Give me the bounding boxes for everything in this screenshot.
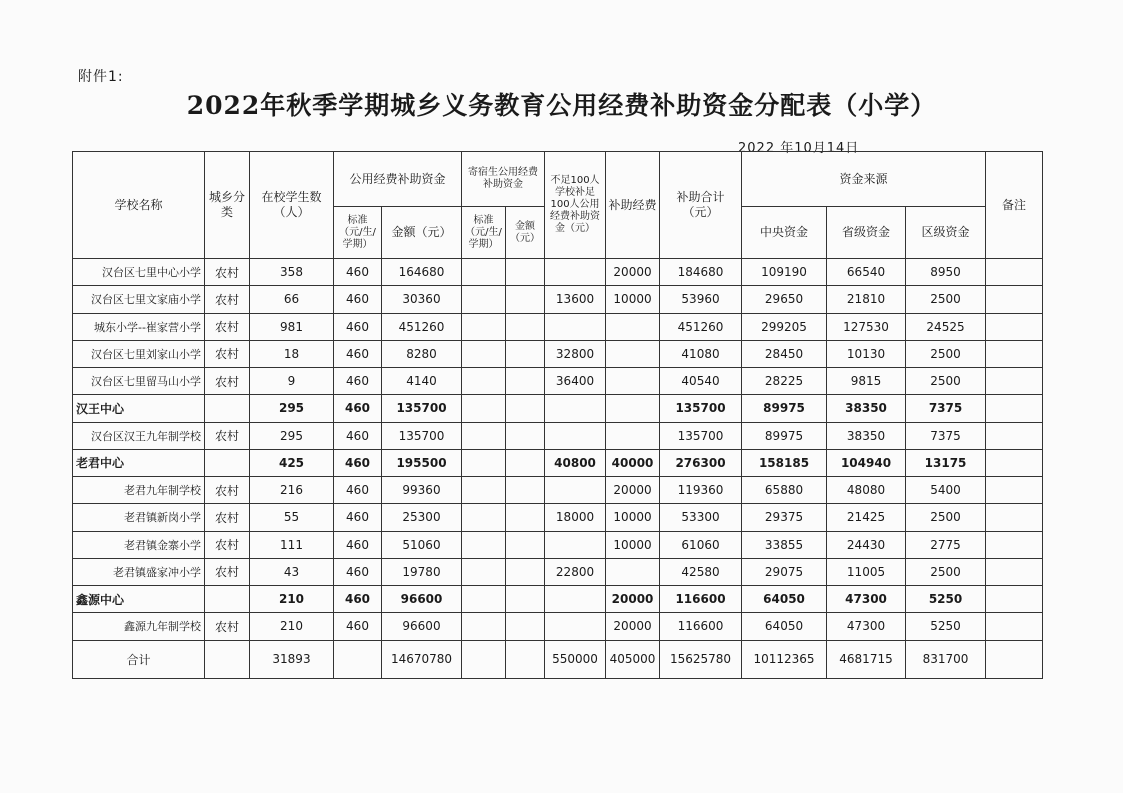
table-row (73, 613, 1043, 640)
cell-total: 116600 (660, 586, 742, 613)
cell-under: 18000 (545, 504, 606, 531)
cell-central: 28450 (742, 340, 827, 367)
cell-dist: 2775 (906, 531, 986, 558)
cell-dist: 831700 (906, 640, 986, 679)
cell-subsidy: 10000 (606, 531, 660, 558)
cell-school-name: 汉台区七里文家庙小学 (73, 286, 205, 313)
cell-under: 13600 (545, 286, 606, 313)
table-row (73, 477, 1043, 504)
cell-cat: 农村 (205, 477, 250, 504)
cell-central: 29075 (742, 558, 827, 585)
table-body (73, 259, 1043, 679)
cell-prov: 21810 (827, 286, 906, 313)
cell-dist: 5250 (906, 586, 986, 613)
cell-std: 460 (334, 368, 382, 395)
cell-school-name: 汉台区七里刘家山小学 (73, 340, 205, 367)
cell-std: 460 (334, 313, 382, 340)
cell-remark (986, 340, 1043, 367)
total-row (73, 640, 1043, 679)
cell-central: 29650 (742, 286, 827, 313)
cell-std: 460 (334, 504, 382, 531)
cell-subsidy: 20000 (606, 613, 660, 640)
table-row (73, 259, 1043, 286)
cell-dist: 2500 (906, 286, 986, 313)
cell-prov: 104940 (827, 449, 906, 476)
cell-students: 66 (250, 286, 334, 313)
cell-b-std (462, 477, 506, 504)
cell-school-name: 老君九年制学校 (73, 477, 205, 504)
cell-amt: 30360 (382, 286, 462, 313)
cell-b-amt (506, 313, 545, 340)
cell-remark (986, 531, 1043, 558)
header-public-funds: 公用经费补助资金 (334, 152, 462, 207)
cell-under: 40800 (545, 449, 606, 476)
cell-remark (986, 586, 1043, 613)
cell-prov: 127530 (827, 313, 906, 340)
cell-remark (986, 558, 1043, 585)
cell-total: 41080 (660, 340, 742, 367)
cell-prov: 11005 (827, 558, 906, 585)
header-boarding-std: 标准（元/生/学期） (462, 207, 506, 259)
cell-students: 31893 (250, 640, 334, 679)
cell-school-name: 汉台区汉王九年制学校 (73, 422, 205, 449)
cell-total: 135700 (660, 395, 742, 422)
cell-amt: 135700 (382, 422, 462, 449)
cell-students: 210 (250, 586, 334, 613)
cell-b-amt (506, 368, 545, 395)
cell-b-std (462, 640, 506, 679)
cell-under: 550000 (545, 640, 606, 679)
cell-under (545, 395, 606, 422)
cell-remark (986, 313, 1043, 340)
cell-subsidy: 20000 (606, 477, 660, 504)
cell-remark (986, 368, 1043, 395)
cell-amt: 164680 (382, 259, 462, 286)
cell-cat (205, 449, 250, 476)
cell-prov: 10130 (827, 340, 906, 367)
cell-b-amt (506, 613, 545, 640)
cell-b-amt (506, 395, 545, 422)
cell-subsidy: 10000 (606, 504, 660, 531)
group-row (73, 586, 1043, 613)
cell-cat: 农村 (205, 286, 250, 313)
cell-central: 33855 (742, 531, 827, 558)
cell-amt: 96600 (382, 586, 462, 613)
cell-subsidy (606, 395, 660, 422)
cell-prov: 4681715 (827, 640, 906, 679)
cell-dist: 13175 (906, 449, 986, 476)
cell-remark (986, 395, 1043, 422)
cell-total: 61060 (660, 531, 742, 558)
cell-prov: 47300 (827, 586, 906, 613)
group-row (73, 449, 1043, 476)
cell-subsidy (606, 313, 660, 340)
cell-school-name: 老君中心 (73, 449, 205, 476)
cell-under (545, 422, 606, 449)
cell-b-std (462, 286, 506, 313)
cell-b-std (462, 422, 506, 449)
cell-students: 358 (250, 259, 334, 286)
cell-prov: 38350 (827, 395, 906, 422)
cell-remark (986, 613, 1043, 640)
attachment-label: 附件1: (78, 69, 124, 85)
cell-school-name: 鑫源九年制学校 (73, 613, 205, 640)
allocation-table (72, 151, 1043, 679)
cell-remark (986, 640, 1043, 679)
cell-school-name: 老君镇新岗小学 (73, 504, 205, 531)
cell-dist: 7375 (906, 422, 986, 449)
cell-central: 64050 (742, 586, 827, 613)
cell-central: 109190 (742, 259, 827, 286)
cell-subsidy (606, 368, 660, 395)
table-row (73, 422, 1043, 449)
cell-under: 36400 (545, 368, 606, 395)
cell-b-std (462, 558, 506, 585)
cell-cat: 农村 (205, 340, 250, 367)
cell-b-amt (506, 477, 545, 504)
cell-total: 42580 (660, 558, 742, 585)
cell-std (334, 640, 382, 679)
cell-b-std (462, 395, 506, 422)
cell-b-std (462, 259, 506, 286)
table-row (73, 313, 1043, 340)
table-row (73, 340, 1043, 367)
cell-under (545, 586, 606, 613)
cell-prov: 66540 (827, 259, 906, 286)
cell-std: 460 (334, 422, 382, 449)
cell-total: 119360 (660, 477, 742, 504)
cell-central: 89975 (742, 395, 827, 422)
cell-cat: 农村 (205, 504, 250, 531)
cell-school-name: 汉台区七里留马山小学 (73, 368, 205, 395)
cell-school-name: 鑫源中心 (73, 586, 205, 613)
cell-under (545, 531, 606, 558)
cell-total: 184680 (660, 259, 742, 286)
cell-subsidy (606, 558, 660, 585)
cell-amt: 451260 (382, 313, 462, 340)
cell-central: 64050 (742, 613, 827, 640)
cell-b-amt (506, 586, 545, 613)
cell-amt: 99360 (382, 477, 462, 504)
cell-subsidy: 20000 (606, 259, 660, 286)
cell-dist: 8950 (906, 259, 986, 286)
header-category: 城乡分类 (205, 152, 250, 259)
cell-prov: 48080 (827, 477, 906, 504)
cell-prov: 38350 (827, 422, 906, 449)
cell-dist: 7375 (906, 395, 986, 422)
cell-total: 135700 (660, 422, 742, 449)
cell-std: 460 (334, 531, 382, 558)
cell-dist: 24525 (906, 313, 986, 340)
table-row (73, 286, 1043, 313)
header-public-amt: 金额（元） (382, 207, 462, 259)
cell-school-name: 汉台区七里中心小学 (73, 259, 205, 286)
cell-subsidy (606, 422, 660, 449)
cell-std: 460 (334, 286, 382, 313)
cell-amt: 51060 (382, 531, 462, 558)
cell-b-amt (506, 449, 545, 476)
cell-prov: 47300 (827, 613, 906, 640)
cell-remark (986, 504, 1043, 531)
cell-students: 43 (250, 558, 334, 585)
cell-b-amt (506, 340, 545, 367)
cell-amt: 25300 (382, 504, 462, 531)
header-subsidy: 补助经费 (606, 152, 660, 259)
cell-students: 295 (250, 395, 334, 422)
cell-subsidy: 40000 (606, 449, 660, 476)
cell-b-std (462, 340, 506, 367)
header-under100: 不足100人学校补足100人公用经费补助资金（元） (545, 152, 606, 259)
header-school-name: 学校名称 (73, 152, 205, 259)
cell-subsidy: 10000 (606, 286, 660, 313)
header-district: 区级资金 (906, 207, 986, 259)
cell-amt: 19780 (382, 558, 462, 585)
cell-cat: 农村 (205, 368, 250, 395)
cell-remark (986, 286, 1043, 313)
cell-cat (205, 395, 250, 422)
table-row (73, 368, 1043, 395)
table-row (73, 531, 1043, 558)
cell-b-std (462, 504, 506, 531)
cell-central: 10112365 (742, 640, 827, 679)
cell-dist: 2500 (906, 504, 986, 531)
cell-b-amt (506, 640, 545, 679)
cell-cat: 农村 (205, 613, 250, 640)
cell-b-amt (506, 422, 545, 449)
cell-remark (986, 449, 1043, 476)
cell-cat (205, 586, 250, 613)
cell-prov: 9815 (827, 368, 906, 395)
cell-prov: 24430 (827, 531, 906, 558)
cell-central: 28225 (742, 368, 827, 395)
header-remark: 备注 (986, 152, 1043, 259)
cell-amt: 195500 (382, 449, 462, 476)
table-row (73, 558, 1043, 585)
cell-under: 22800 (545, 558, 606, 585)
header-students: 在校学生数（人） (250, 152, 334, 259)
cell-total: 40540 (660, 368, 742, 395)
header-total: 补助合计（元） (660, 152, 742, 259)
cell-remark (986, 422, 1043, 449)
cell-total: 451260 (660, 313, 742, 340)
cell-amt: 4140 (382, 368, 462, 395)
cell-subsidy (606, 340, 660, 367)
cell-under (545, 313, 606, 340)
cell-amt: 8280 (382, 340, 462, 367)
cell-students: 111 (250, 531, 334, 558)
cell-students: 210 (250, 613, 334, 640)
cell-amt: 135700 (382, 395, 462, 422)
header-public-std: 标准（元/生/学期） (334, 207, 382, 259)
header-boarding-amt: 金额（元） (506, 207, 545, 259)
cell-std: 460 (334, 449, 382, 476)
cell-students: 18 (250, 340, 334, 367)
header-boarding-funds: 寄宿生公用经费补助资金 (462, 152, 545, 207)
cell-dist: 5250 (906, 613, 986, 640)
cell-dist: 2500 (906, 558, 986, 585)
cell-b-std (462, 313, 506, 340)
cell-students: 295 (250, 422, 334, 449)
cell-std: 460 (334, 586, 382, 613)
cell-students: 216 (250, 477, 334, 504)
group-row (73, 395, 1043, 422)
cell-b-std (462, 613, 506, 640)
cell-central: 65880 (742, 477, 827, 504)
cell-amt: 96600 (382, 613, 462, 640)
document-title: 2022年秋季学期城乡义务教育公用经费补助资金分配表（小学） (186, 91, 937, 120)
cell-b-amt (506, 558, 545, 585)
cell-school-name: 老君镇金寨小学 (73, 531, 205, 558)
cell-students: 981 (250, 313, 334, 340)
cell-b-amt (506, 259, 545, 286)
cell-school-name: 城东小学--崔家营小学 (73, 313, 205, 340)
cell-b-std (462, 531, 506, 558)
cell-cat: 农村 (205, 259, 250, 286)
cell-b-std (462, 586, 506, 613)
cell-dist: 2500 (906, 340, 986, 367)
cell-students: 425 (250, 449, 334, 476)
cell-dist: 5400 (906, 477, 986, 504)
cell-under (545, 477, 606, 504)
cell-cat: 农村 (205, 531, 250, 558)
cell-std: 460 (334, 395, 382, 422)
cell-std: 460 (334, 259, 382, 286)
cell-total: 15625780 (660, 640, 742, 679)
cell-std: 460 (334, 613, 382, 640)
cell-central: 299205 (742, 313, 827, 340)
cell-under (545, 259, 606, 286)
cell-students: 9 (250, 368, 334, 395)
cell-subsidy: 405000 (606, 640, 660, 679)
cell-remark (986, 477, 1043, 504)
cell-cat (205, 640, 250, 679)
cell-total: 53960 (660, 286, 742, 313)
header-provincial: 省级资金 (827, 207, 906, 259)
cell-b-amt (506, 286, 545, 313)
cell-central: 29375 (742, 504, 827, 531)
cell-total: 116600 (660, 613, 742, 640)
cell-total: 276300 (660, 449, 742, 476)
cell-b-std (462, 368, 506, 395)
document-date: 2022 年10月14日 (738, 141, 860, 156)
cell-subsidy: 20000 (606, 586, 660, 613)
cell-cat: 农村 (205, 422, 250, 449)
cell-amt: 14670780 (382, 640, 462, 679)
cell-remark (986, 259, 1043, 286)
cell-school-name: 老君镇盛家冲小学 (73, 558, 205, 585)
cell-students: 55 (250, 504, 334, 531)
cell-prov: 21425 (827, 504, 906, 531)
cell-central: 158185 (742, 449, 827, 476)
cell-b-std (462, 449, 506, 476)
cell-b-amt (506, 504, 545, 531)
cell-std: 460 (334, 477, 382, 504)
cell-b-amt (506, 531, 545, 558)
cell-central: 89975 (742, 422, 827, 449)
cell-school-name: 合计 (73, 640, 205, 679)
cell-under (545, 613, 606, 640)
cell-total: 53300 (660, 504, 742, 531)
table-row (73, 504, 1043, 531)
cell-school-name: 汉王中心 (73, 395, 205, 422)
cell-cat: 农村 (205, 558, 250, 585)
cell-cat: 农村 (205, 313, 250, 340)
cell-std: 460 (334, 558, 382, 585)
cell-dist: 2500 (906, 368, 986, 395)
header-central: 中央资金 (742, 207, 827, 259)
header-sources: 资金来源 (742, 152, 986, 207)
cell-std: 460 (334, 340, 382, 367)
cell-under: 32800 (545, 340, 606, 367)
